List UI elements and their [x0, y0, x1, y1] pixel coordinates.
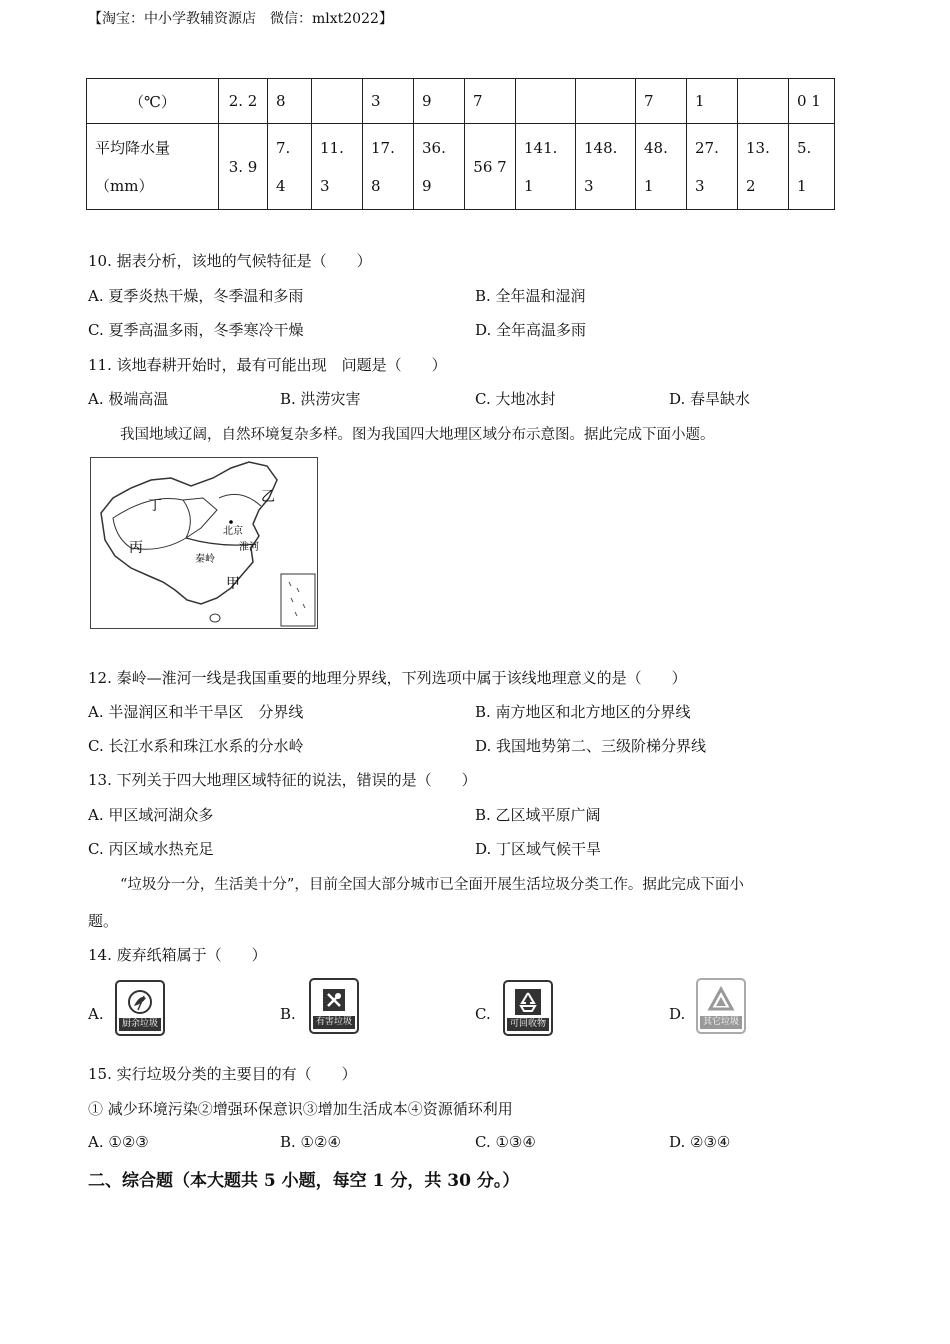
row-label-line: 平均降水量 — [95, 138, 171, 157]
table-cell — [516, 79, 576, 124]
table-cell — [363, 124, 414, 210]
q11-option-c[interactable]: C. 大地冰封 — [475, 390, 556, 408]
map-intro-text: 我国地域辽阔，自然环境复杂多样。图为我国四大地理区域分布示意图。据此完成下面小题。 — [120, 427, 715, 443]
q14-option-b[interactable]: B. — [280, 1005, 296, 1023]
cell-line: 36. — [422, 138, 446, 157]
cell-line: 9 — [422, 176, 432, 195]
table-cell — [576, 124, 636, 210]
q13-option-b[interactable]: B. 乙区域平原广阔 — [475, 806, 601, 824]
q11-option-b[interactable]: B. 洪涝灾害 — [280, 390, 361, 408]
table-cell: 7 — [465, 79, 516, 124]
cell-line: 1 — [644, 176, 654, 195]
q10-option-a[interactable]: A. 夏季炎热干燥，冬季温和多雨 — [88, 287, 304, 305]
china-region-map — [90, 457, 318, 629]
cell-line: 4 — [276, 176, 286, 195]
cell-line: 1 — [797, 176, 807, 195]
table-cell — [312, 79, 363, 124]
table-cell — [687, 124, 738, 210]
cell-line: 7. — [276, 138, 291, 157]
climate-table — [86, 78, 835, 210]
table-cell: 2. 2 — [219, 79, 268, 124]
label-huaihe: 淮河 — [239, 542, 259, 553]
other-waste-bin-icon[interactable] — [696, 978, 746, 1034]
question-12-stem: 12. 秦岭—淮河一线是我国重要的地理分界线，下列选项中属于该线地理意义的是（ ） — [88, 669, 687, 687]
china-outline — [101, 462, 277, 604]
bin-label: 有害垃圾 — [313, 1016, 355, 1029]
bin-label: 其它垃圾 — [700, 1016, 742, 1029]
q10-option-d[interactable]: D. 全年高温多雨 — [475, 321, 587, 339]
table-cell — [414, 124, 465, 210]
other-waste-icon — [705, 984, 737, 1016]
table-cell — [789, 124, 835, 210]
cell-line: 3 — [584, 176, 594, 195]
q10-option-c[interactable]: C. 夏季高温多雨，冬季寒冷干燥 — [88, 321, 304, 339]
table-cell — [576, 79, 636, 124]
label-qinling: 秦岭 — [195, 554, 215, 565]
cell-line: 2 — [746, 176, 756, 195]
kitchen-waste-bin-icon[interactable] — [115, 980, 165, 1036]
q15-option-c[interactable]: C. ①③④ — [475, 1133, 536, 1151]
q12-option-a[interactable]: A. 半湿润区和半干旱区 分界线 — [88, 703, 304, 721]
cell-line: 1 — [524, 176, 534, 195]
table-cell: 0 1 — [789, 79, 835, 124]
page-header: 【淘宝：中小学教辅资源店 微信：mlxt2022】 — [88, 11, 393, 27]
q11-option-d[interactable]: D. 春旱缺水 — [669, 390, 751, 408]
label-bing: 丙 — [129, 540, 143, 556]
q15-option-b[interactable]: B. ①②④ — [280, 1133, 341, 1151]
cell-line: 141. — [524, 138, 558, 157]
table-cell: 1 — [687, 79, 738, 124]
hainan-island — [210, 614, 220, 622]
question-13-stem: 13. 下列关于四大地理区域特征的说法，错误的是（ ） — [88, 771, 477, 789]
table-cell: 8 — [268, 79, 312, 124]
q13-option-a[interactable]: A. 甲区域河湖众多 — [88, 806, 214, 824]
question-14-stem: 14. 废弃纸箱属于（ ） — [88, 946, 267, 964]
q12-option-b[interactable]: B. 南方地区和北方地区的分界线 — [475, 703, 691, 721]
table-cell: 7 — [636, 79, 687, 124]
cell-line: 13. — [746, 138, 770, 157]
temperature-row — [87, 79, 835, 124]
hazardous-waste-bin-icon[interactable] — [309, 978, 359, 1034]
bin-label: 厨余垃圾 — [119, 1018, 161, 1031]
cell-line: 27. — [695, 138, 719, 157]
table-cell — [268, 124, 312, 210]
cell-line: 148. — [584, 138, 618, 157]
recyclable-bin-icon[interactable] — [503, 980, 553, 1036]
q14-option-c[interactable]: C. — [475, 1005, 491, 1023]
q14-option-d[interactable]: D. — [669, 1005, 686, 1023]
south-sea-inset — [281, 574, 315, 626]
q15-option-d[interactable]: D. ②③④ — [669, 1133, 731, 1151]
label-jia: 甲 — [226, 576, 240, 592]
question-10-stem: 10. 据表分析，该地的气候特征是（ ） — [88, 252, 372, 270]
label-ding: 丁 — [148, 498, 162, 514]
region-yi-boundary — [219, 494, 261, 506]
beijing-dot — [229, 520, 233, 524]
q13-option-c[interactable]: C. 丙区域水热充足 — [88, 840, 214, 858]
q10-option-b[interactable]: B. 全年温和湿润 — [475, 287, 586, 305]
bin-label: 可回收物 — [507, 1018, 549, 1031]
cell-line: 17. — [371, 138, 395, 157]
question-15-stem: 15. 实行垃圾分类的主要目的有（ ） — [88, 1065, 357, 1083]
label-beijing: 北京 — [223, 526, 243, 537]
cell-line: 8 — [371, 176, 381, 195]
q13-option-d[interactable]: D. 丁区域气候干旱 — [475, 840, 602, 858]
table-cell: 9 — [414, 79, 465, 124]
cell-line: 3 — [695, 176, 705, 195]
table-cell — [516, 124, 576, 210]
row-label-unit: （mm） — [95, 176, 154, 195]
garbage-intro-text: “垃圾分一分，生活美十分”，目前全国大部分城市已全面开展生活垃圾分类工作。据此完成下面小 — [120, 877, 744, 893]
map-drawing — [91, 458, 317, 628]
table-cell — [738, 124, 789, 210]
table-cell — [738, 79, 789, 124]
cell-line: 3 — [320, 176, 330, 195]
cell-line: 5. — [797, 138, 812, 157]
table-cell: （℃） — [87, 79, 219, 124]
food-waste-icon — [124, 986, 156, 1018]
q14-option-a[interactable]: A. — [88, 1005, 104, 1023]
cell-line: 48. — [644, 138, 668, 157]
table-cell: 3 — [363, 79, 414, 124]
garbage-intro-text-end: 题。 — [88, 912, 119, 930]
recycle-icon — [512, 986, 544, 1018]
cell-line: 56 7 — [473, 157, 507, 176]
q15-option-a[interactable]: A. ①②③ — [88, 1133, 149, 1151]
q15-statements: ① 减少环境污染②增强环保意识③增加生活成本④资源循环利用 — [88, 1100, 513, 1118]
row-label — [87, 124, 219, 210]
q12-option-d[interactable]: D. 我国地势第二、三级阶梯分界线 — [475, 737, 707, 755]
table-cell — [465, 124, 516, 210]
q12-option-c[interactable]: C. 长江水系和珠江水系的分水岭 — [88, 737, 304, 755]
table-cell — [312, 124, 363, 210]
table-cell — [636, 124, 687, 210]
label-yi: 乙 — [261, 489, 275, 505]
precipitation-row — [87, 124, 835, 210]
cell-line: 11. — [320, 138, 344, 157]
cell-line: 3. 9 — [228, 157, 258, 176]
q11-option-a[interactable]: A. 极端高温 — [88, 390, 169, 408]
section-2-heading: 二、综合题（本大题共 5 小题，每空 1 分，共 30 分。） — [88, 1171, 520, 1191]
hazard-icon — [318, 984, 350, 1016]
table-cell — [219, 124, 268, 210]
question-11-stem: 11. 该地春耕开始时，最有可能出现 问题是（ ） — [88, 356, 447, 374]
